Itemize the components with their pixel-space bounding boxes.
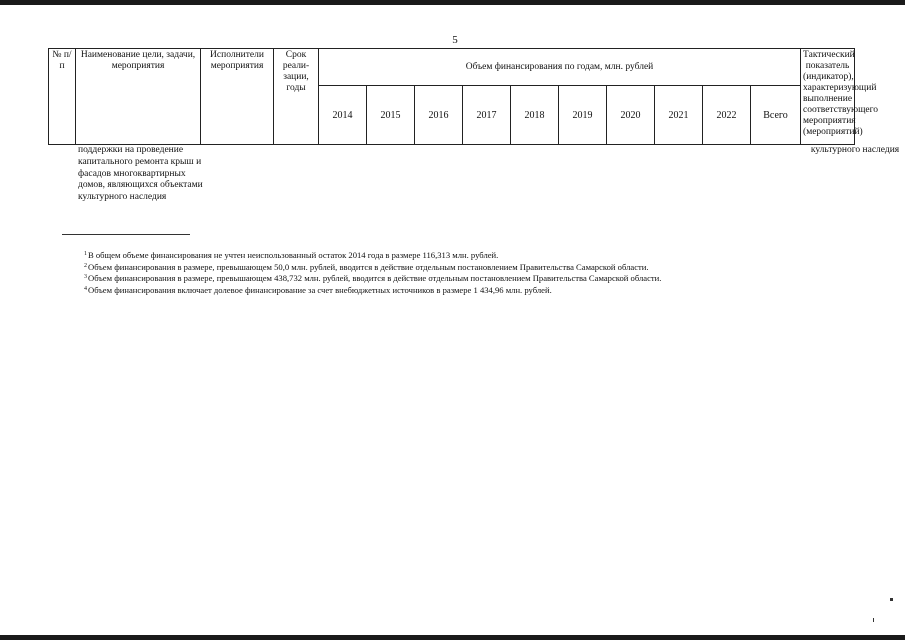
footnote-mark: 4 [84,285,87,292]
year-cell: 2014 [319,86,367,145]
col-header-executors: Исполнители мероприятия [201,49,274,145]
page-number: 5 [452,34,458,46]
footnote [84,250,844,262]
year-cell: 2021 [655,86,703,145]
footnote-mark: 3 [84,274,87,280]
footnote-text: Объем финансирования в размере, превышающем 50,0 млн. рублей, вводится в действие отдельным постановлением Правительства Самарской области. [88,261,649,272]
footnote-separator [62,234,190,235]
scan-speck [873,618,874,622]
year-cell: 2015 [367,86,415,145]
footnote-text: Объем финансирования в размере, превышающем 438,732 млн. рублей, вводится в действие отдельным постановлением Правительства Самарской области. [88,273,662,283]
scan-border-bottom [0,635,905,640]
footnote-text: В общем объеме финансирования не учтен неиспользованный остаток 2014 года в размере 116,313 млн. рублей. [88,250,499,260]
header-row [49,49,855,86]
footnote [84,262,844,274]
year-cell: 2022 [703,86,751,145]
col-header-num: № п/п [49,49,76,145]
year-cell: 2016 [415,86,463,145]
col-header-indicator: Тактический показатель (индикатор), характеризующий выполнение соответствующего мероприятия (мероприятий) [801,49,855,145]
year-cell: 2020 [607,86,655,145]
footnote-mark: 2 [84,262,87,269]
funding-table [48,48,879,145]
col-header-name: Наименование цели, задачи, мероприятия [76,49,201,145]
total-cell: Всего [751,86,801,145]
col-header-term: Срок реали-зации, годы [274,49,319,145]
scan-speck [890,598,893,601]
footnote [84,285,844,297]
year-cell: 2018 [511,86,559,145]
col-header-funding: Объем финансирования по годам, млн. рублей [319,49,801,86]
year-cell: 2017 [463,86,511,145]
footnote [84,273,844,285]
footnote-text: Объем финансирования включает долевое финансирование за счет внебюджетных источников в размере 1 434,96 млн. рублей. [88,284,552,295]
continued-indicator-text: культурного наследия [810,145,900,155]
footnote-mark: 1 [84,251,87,257]
continued-name-text: поддержки на проведение капитального ремонта крыш и фасадов многоквартирных домов, являющихся объектами культурного наследия [78,145,203,203]
year-cell: 2019 [559,86,607,145]
scan-border-top [0,0,905,5]
footnotes [84,250,844,296]
